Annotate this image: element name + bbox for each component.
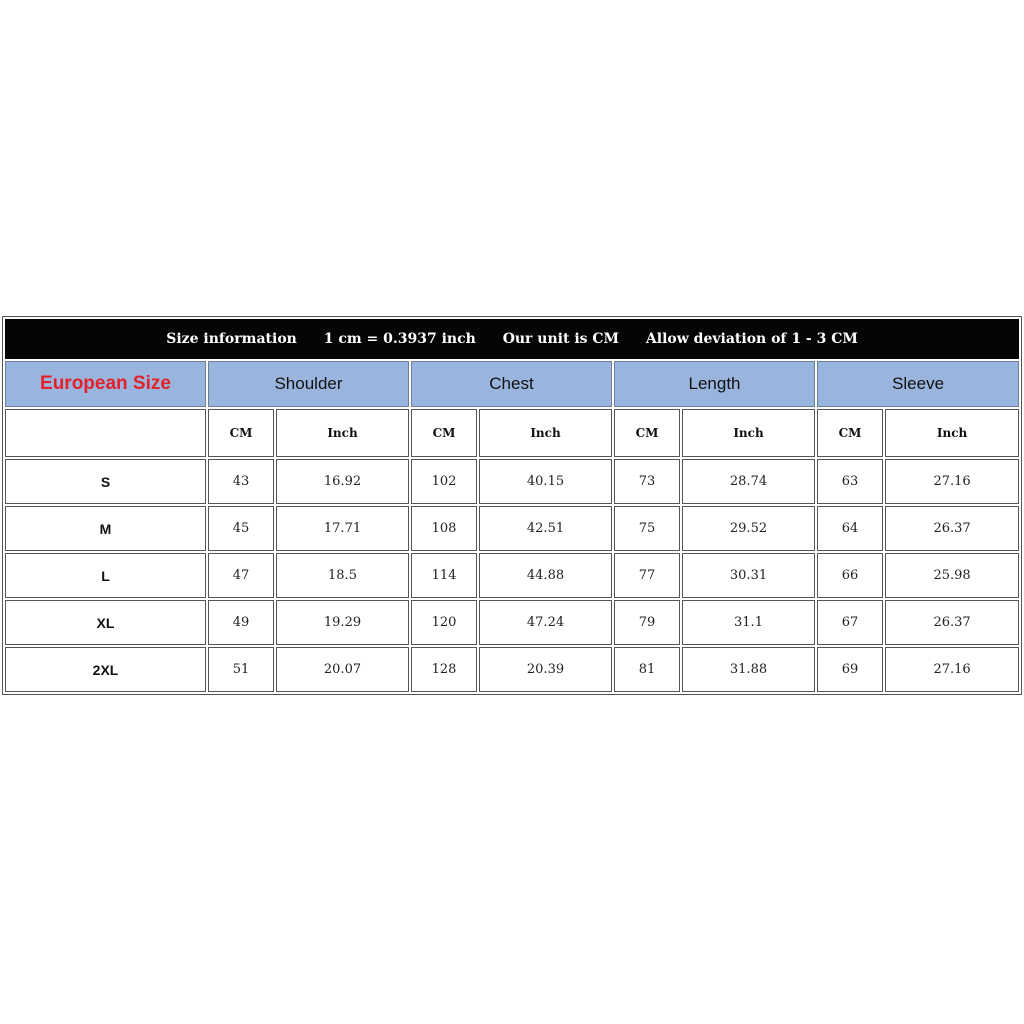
deviation-note: Allow deviation of 1 - 3 CM — [645, 331, 858, 347]
chest-cm-cell: 114 — [411, 553, 477, 598]
chest-inch-cell: 40.15 — [479, 459, 612, 504]
length-cm-cell: 75 — [614, 506, 680, 551]
size-label: XL — [5, 600, 206, 645]
chest-inch-cell: 47.24 — [479, 600, 612, 645]
shoulder-cm-cell: 51 — [208, 647, 274, 692]
sleeve-cm-header: CM — [817, 409, 883, 457]
sleeve-header: Sleeve — [817, 361, 1019, 407]
size-info-label: Size information — [166, 331, 297, 347]
chest-header: Chest — [411, 361, 612, 407]
shoulder-inch-cell: 19.29 — [276, 600, 409, 645]
sleeve-inch-cell: 27.16 — [885, 647, 1019, 692]
length-cm-cell: 77 — [614, 553, 680, 598]
chest-inch-header: Inch — [479, 409, 612, 457]
size-info-cell — [5, 319, 1019, 359]
size-chart-table — [2, 316, 1022, 695]
shoulder-inch-header: Inch — [276, 409, 409, 457]
sleeve-cm-cell: 67 — [817, 600, 883, 645]
length-cm-cell: 79 — [614, 600, 680, 645]
table-row — [5, 600, 1019, 645]
length-inch-header: Inch — [682, 409, 815, 457]
chest-inch-cell: 42.51 — [479, 506, 612, 551]
sleeve-inch-header: Inch — [885, 409, 1019, 457]
sleeve-cm-cell: 64 — [817, 506, 883, 551]
chest-cm-cell: 108 — [411, 506, 477, 551]
shoulder-cm-cell: 47 — [208, 553, 274, 598]
sleeve-inch-cell: 26.37 — [885, 600, 1019, 645]
unit-header-row — [5, 409, 1019, 457]
sleeve-cm-cell: 63 — [817, 459, 883, 504]
length-inch-cell: 30.31 — [682, 553, 815, 598]
size-label: 2XL — [5, 647, 206, 692]
sleeve-inch-cell: 26.37 — [885, 506, 1019, 551]
length-cm-cell: 81 — [614, 647, 680, 692]
shoulder-inch-cell: 18.5 — [276, 553, 409, 598]
size-label: M — [5, 506, 206, 551]
size-label: S — [5, 459, 206, 504]
european-size-header: European Size — [5, 361, 206, 407]
shoulder-cm-cell: 43 — [208, 459, 274, 504]
length-inch-cell: 28.74 — [682, 459, 815, 504]
sleeve-inch-cell: 25.98 — [885, 553, 1019, 598]
chest-cm-cell: 102 — [411, 459, 477, 504]
size-label: L — [5, 553, 206, 598]
shoulder-inch-cell: 17.71 — [276, 506, 409, 551]
shoulder-inch-cell: 16.92 — [276, 459, 409, 504]
conversion-note: 1 cm = 0.3937 inch — [323, 331, 476, 347]
sleeve-inch-cell: 27.16 — [885, 459, 1019, 504]
size-info-banner — [5, 319, 1019, 359]
shoulder-cm-cell: 45 — [208, 506, 274, 551]
chest-inch-cell: 44.88 — [479, 553, 612, 598]
chest-inch-cell: 20.39 — [479, 647, 612, 692]
shoulder-header: Shoulder — [208, 361, 409, 407]
chest-cm-cell: 128 — [411, 647, 477, 692]
sleeve-cm-cell: 66 — [817, 553, 883, 598]
length-inch-cell: 29.52 — [682, 506, 815, 551]
length-inch-cell: 31.88 — [682, 647, 815, 692]
chest-cm-header: CM — [411, 409, 477, 457]
table-row — [5, 553, 1019, 598]
shoulder-cm-cell: 49 — [208, 600, 274, 645]
length-inch-cell: 31.1 — [682, 600, 815, 645]
length-cm-cell: 73 — [614, 459, 680, 504]
table-row — [5, 647, 1019, 692]
length-cm-header: CM — [614, 409, 680, 457]
shoulder-inch-cell: 20.07 — [276, 647, 409, 692]
shoulder-cm-header: CM — [208, 409, 274, 457]
measurement-header-row — [5, 361, 1019, 407]
chest-cm-cell: 120 — [411, 600, 477, 645]
empty-unit-cell — [5, 409, 206, 457]
unit-note: Our unit is CM — [502, 331, 620, 347]
table-row — [5, 459, 1019, 504]
sleeve-cm-cell: 69 — [817, 647, 883, 692]
table-row — [5, 506, 1019, 551]
length-header: Length — [614, 361, 815, 407]
